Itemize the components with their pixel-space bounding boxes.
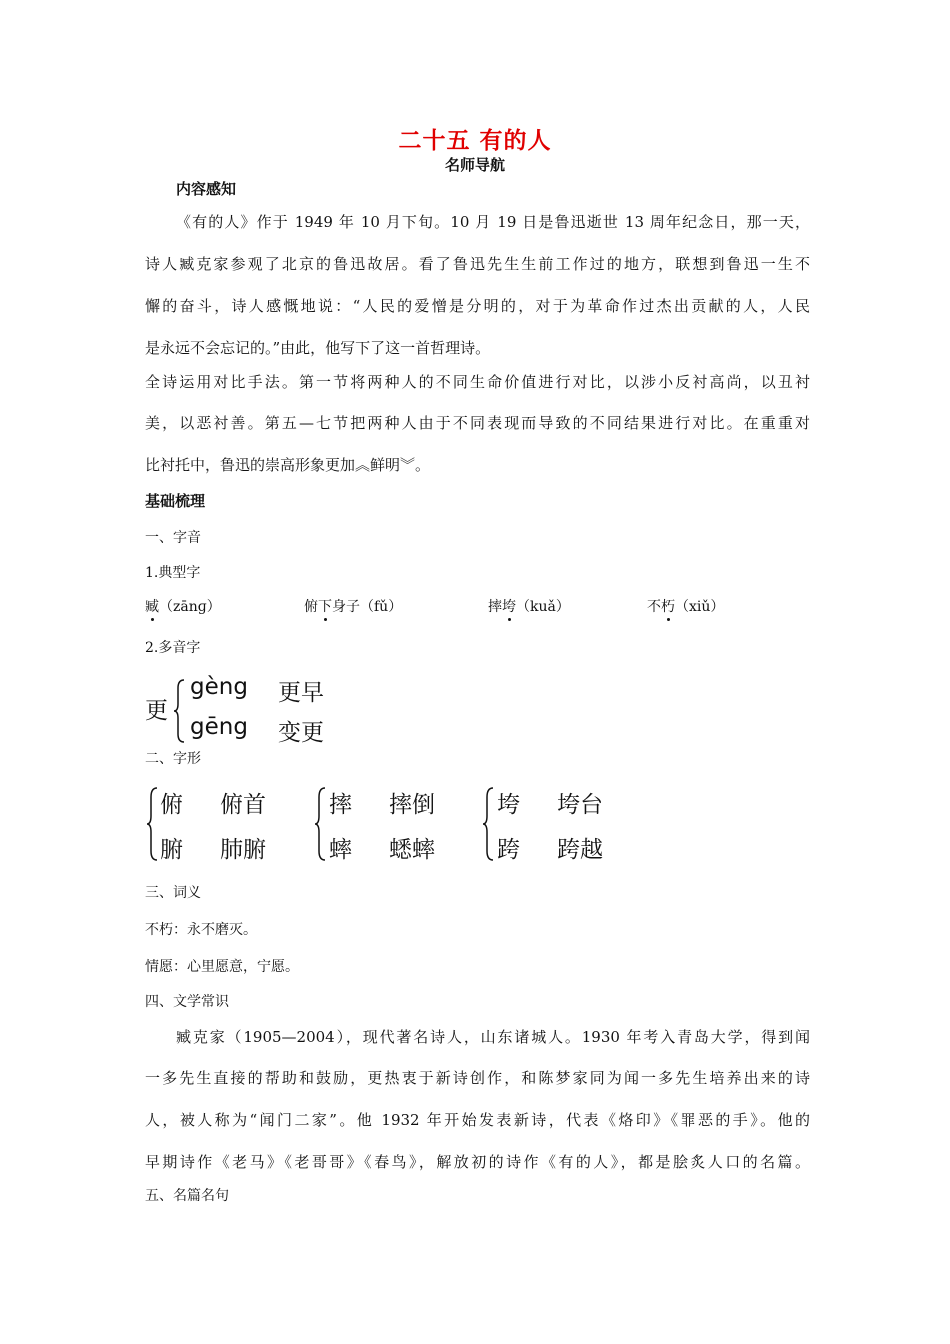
glyph-word: 摔倒 (389, 792, 435, 818)
lit-line-2: 一多先生直接的帮助和鼓励，更热衷于新诗创作，和陈梦家同为闻一多先生培养出来的诗 (145, 1069, 810, 1087)
para1-line-4: 是永远不会忘记的。”由此，他写下了这一首哲理诗。 (145, 339, 491, 357)
vocab-item: 臧（zānɡ） (145, 599, 221, 615)
item-meanings: 三、词义 (145, 885, 201, 901)
heading-content-perception: 内容感知 (176, 180, 237, 198)
item-pronunciation: 一、字音 (145, 530, 201, 546)
glyph-char: 跨 (497, 837, 520, 863)
glyph-char: 腑 (160, 837, 183, 863)
left-brace-icon (172, 678, 186, 744)
item-glyphs: 二、字形 (145, 751, 201, 767)
item-polyphone: 2.多音字 (145, 640, 201, 656)
page-subtitle: 名师导航 (444, 156, 505, 174)
glyph-char: 俯 (160, 792, 183, 818)
heading-basic-review: 基础梳理 (145, 492, 206, 510)
glyph-char: 垮 (497, 792, 520, 818)
para1-line-3: 懈的奋斗，诗人感慨地说：“人民的爱憎是分明的，对于为革命作过杰出贡献的人，人民 (145, 297, 810, 315)
para2-line-1: 全诗运用对比手法。第一节将两种人的不同生命价值进行对比，以涉小反衬高尚，以丑衬 (145, 373, 810, 391)
glyph-char: 摔 (329, 792, 352, 818)
left-brace-icon (313, 786, 327, 862)
glyph-word: 垮台 (557, 792, 603, 818)
meaning-line: 情愿：心里愿意，宁愿。 (145, 959, 299, 975)
lit-line-1: 臧克家（1905—2004），现代著名诗人，山东诸城人。1930 年考入青岛大学，得到闻 (176, 1028, 810, 1046)
polyphone-word: 更早 (278, 680, 324, 706)
left-brace-icon (145, 786, 159, 862)
glyph-word: 肺腑 (220, 837, 266, 863)
left-brace-icon (481, 786, 495, 862)
para2-line-3: 比衬托中，鲁迅的崇高形象更加︽鲜明︾。 (145, 456, 431, 474)
item-famous-lines: 五、名篇名句 (145, 1188, 229, 1204)
meaning-line: 不朽：永不磨灭。 (145, 922, 257, 938)
pinyin-reading: gēng (190, 714, 248, 740)
glyph-word: 俯首 (220, 792, 266, 818)
vocab-item: 摔垮（kuǎ） (488, 599, 570, 615)
page-title: 二十五 有的人 (398, 128, 552, 154)
polyphone-word: 变更 (278, 720, 324, 746)
polyphone-char: 更 (145, 698, 168, 724)
para2-line-2: 美，以恶衬善。第五—七节把两种人由于不同表现而导致的不同结果进行对比。在重重对 (145, 414, 810, 432)
item-literature: 四、文学常识 (145, 994, 229, 1010)
vocab-item: 不朽（xiǔ） (647, 599, 725, 615)
glyph-word: 蟋蟀 (389, 837, 435, 863)
lit-line-3: 人，被人称为“闻门二家”。他 1932 年开始发表新诗，代表《烙印》《罪恶的手》。他的 (145, 1111, 810, 1129)
item-typical-chars: 1.典型字 (145, 565, 201, 581)
pinyin-reading: gèng (190, 674, 248, 700)
para1-line-1: 《有的人》作于 1949 年 10 月下旬。10 月 19 日是鲁迅逝世 13 周年纪念日，那一天， (176, 213, 810, 231)
glyph-word: 跨越 (557, 837, 603, 863)
glyph-char: 蟀 (329, 837, 352, 863)
lit-line-4: 早期诗作《老马》《老哥哥》《春鸟》，解放初的诗作《有的人》，都是脍炙人口的名篇。 (145, 1153, 810, 1171)
vocab-item: 俯下身子（fǔ） (304, 599, 403, 615)
para1-line-2: 诗人臧克家参观了北京的鲁迅故居。看了鲁迅先生生前工作过的地方，联想到鲁迅一生不 (145, 255, 810, 273)
